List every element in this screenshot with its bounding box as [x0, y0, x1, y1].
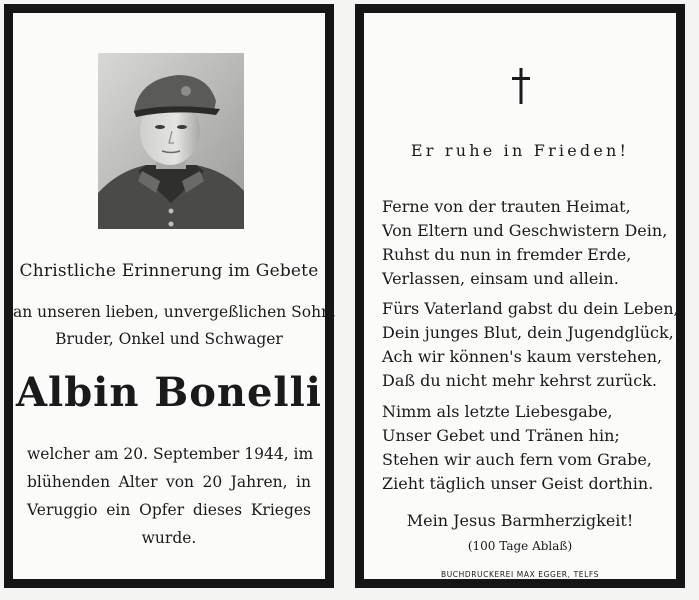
intro-line-1: an unseren lieben, unvergeßlichen Sohn,	[13, 303, 337, 321]
verse-1-line-2: Von Eltern und Geschwistern Dein,	[382, 221, 668, 240]
body-line-3: Veruggio ein Opfer dieses Krieges	[27, 501, 311, 519]
verse-3-line-4: Zieht täglich unser Geist dorthin.	[382, 474, 654, 493]
verse-1-line-4: Verlassen, einsam und allein.	[382, 269, 619, 288]
heading: Christliche Erinnerung im Gebete	[19, 261, 319, 281]
body-line-1: welcher am 20. September 1944, im	[27, 445, 314, 463]
verse-3-line-1: Nimm als letzte Liebesgabe,	[382, 402, 613, 421]
memorial-card-back	[355, 4, 685, 588]
rest-in-peace: Er ruhe in Frieden!	[410, 141, 630, 160]
verse-1-line-1: Ferne von der trauten Heimat,	[382, 197, 631, 216]
soldier-portrait-image	[98, 53, 244, 229]
body-line-2: blühenden Alter von 20 Jahren, in	[27, 473, 311, 491]
latin-cross-icon	[510, 66, 532, 106]
intro-line-2: Bruder, Onkel und Schwager	[55, 330, 283, 348]
printer-credit: BUCHDRUCKEREI MAX EGGER, TELFS	[440, 570, 600, 579]
verse-2-line-3: Ach wir können's kaum verstehen,	[382, 347, 663, 366]
scan-bleed-text	[8, 590, 568, 600]
verse-3-line-2: Unser Gebet und Tränen hin;	[382, 426, 620, 445]
closing-prayer: Mein Jesus Barmherzigkeit!	[406, 511, 634, 530]
verse-2-line-4: Daß du nicht mehr kehrst zurück.	[382, 371, 657, 390]
indulgence-note: (100 Tage Ablaß)	[467, 539, 573, 553]
verse-1-line-3: Ruhst du nun in fremder Erde,	[382, 245, 632, 264]
body-line-4: wurde.	[141, 529, 197, 547]
verse-3-line-3: Stehen wir auch fern vom Grabe,	[382, 450, 652, 469]
verse-2-line-1: Fürs Vaterland gabst du dein Leben,	[382, 299, 679, 318]
verse-2-line-2: Dein junges Blut, dein Jugendglück,	[382, 323, 674, 342]
portrait-photo	[98, 53, 244, 229]
memorial-card-front	[4, 4, 337, 588]
deceased-name: Albin Bonelli	[15, 369, 322, 416]
